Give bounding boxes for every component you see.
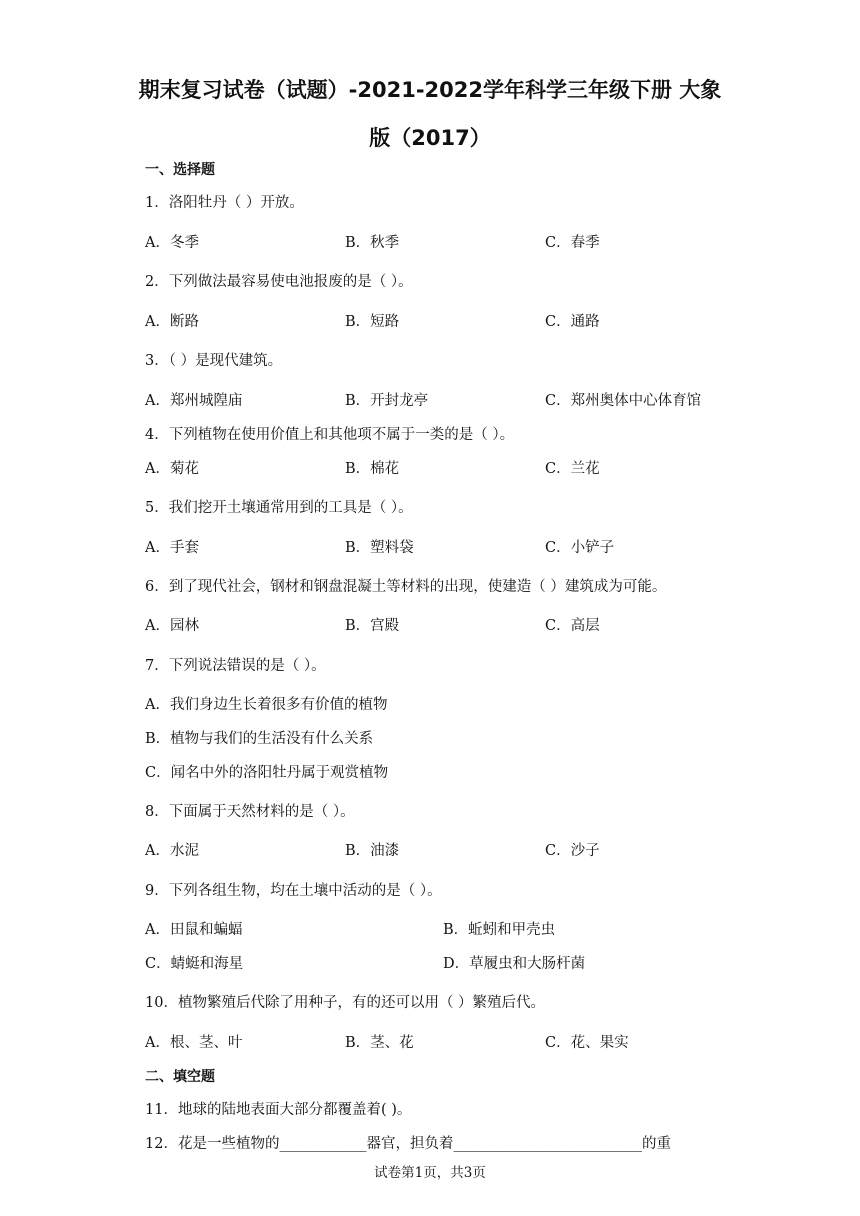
- question-2: 2．下列做法最容易使电池报废的是（ ）。: [145, 274, 413, 290]
- q4-option-b: B．棉花: [345, 461, 400, 477]
- q9-option-c: C．蜻蜓和海星: [145, 956, 244, 972]
- q7-option-c: C．闻名中外的洛阳牡丹属于观赏植物: [145, 765, 389, 781]
- question-3: 3．（ ）是现代建筑。: [145, 353, 283, 369]
- question-6: 6．到了现代社会，钢材和钢盘混凝土等材料的出现，使建造（ ）建筑成为可能。: [145, 579, 667, 595]
- q2-option-a: A．断路: [145, 314, 199, 330]
- page-footer: 试卷第1页，共3页: [374, 1165, 486, 1181]
- q7-option-a: A．我们身边生长着很多有价值的植物: [145, 697, 388, 713]
- q3-option-b: B．开封龙亭: [345, 393, 429, 409]
- q1-option-b: B．秋季: [345, 235, 400, 251]
- q3-option-c: C．郑州奥体中心体育馆: [545, 393, 702, 409]
- q6-option-c: C．高层: [545, 618, 600, 634]
- question-9: 9．下列各组生物，均在土壤中活动的是（ ）。: [145, 883, 442, 899]
- q8-option-c: C．沙子: [545, 843, 600, 859]
- q10-option-b: B．茎、花: [345, 1035, 414, 1051]
- question-5: 5．我们挖开土壤通常用到的工具是（ ）。: [145, 500, 413, 516]
- q6-option-a: A．园林: [145, 618, 199, 634]
- q5-option-b: B．塑料袋: [345, 540, 414, 556]
- question-4: 4．下列植物在使用价值上和其他项不属于一类的是（ ）。: [145, 427, 515, 443]
- q8-option-a: A．水泥: [145, 843, 199, 859]
- q9-option-b: B．蚯蚓和甲壳虫: [443, 922, 556, 938]
- q1-option-a: A．冬季: [145, 235, 199, 251]
- exam-title-line2: 版（2017）: [369, 126, 491, 150]
- question-12: 12．花是一些植物的____________器官，担负着__________________________的重: [145, 1136, 671, 1152]
- q10-option-c: C．花、果实: [545, 1035, 629, 1051]
- exam-title-line1: 期末复习试卷（试题）-2021-2022学年科学三年级下册 大象: [138, 78, 722, 102]
- q8-option-b: B．油漆: [345, 843, 400, 859]
- q1-option-c: C．春季: [545, 235, 600, 251]
- question-1: 1．洛阳牡丹（ ）开放。: [145, 195, 304, 211]
- section-heading-choice: 一、选择题: [145, 162, 215, 178]
- q9-option-d: D．草履虫和大肠杆菌: [443, 956, 586, 972]
- q4-option-a: A．菊花: [145, 461, 199, 477]
- q4-option-c: C．兰花: [545, 461, 600, 477]
- q2-option-b: B．短路: [345, 314, 400, 330]
- q10-option-a: A．根、茎、叶: [145, 1035, 243, 1051]
- q5-option-c: C．小铲子: [545, 540, 615, 556]
- question-10: 10．植物繁殖后代除了用种子，有的还可以用（ ）繁殖后代。: [145, 995, 546, 1011]
- question-11: 11．地球的陆地表面大部分都覆盖着( )。: [145, 1102, 412, 1118]
- question-8: 8．下面属于天然材料的是（ ）。: [145, 804, 355, 820]
- q9-option-a: A．田鼠和蝙蝠: [145, 922, 243, 938]
- question-7: 7．下列说法错误的是（ ）。: [145, 658, 326, 674]
- q3-option-a: A．郑州城隍庙: [145, 393, 243, 409]
- section-heading-fill: 二、填空题: [145, 1069, 215, 1085]
- q5-option-a: A．手套: [145, 540, 199, 556]
- q6-option-b: B．宫殿: [345, 618, 400, 634]
- q2-option-c: C．通路: [545, 314, 600, 330]
- q7-option-b: B．植物与我们的生活没有什么关系: [145, 731, 374, 747]
